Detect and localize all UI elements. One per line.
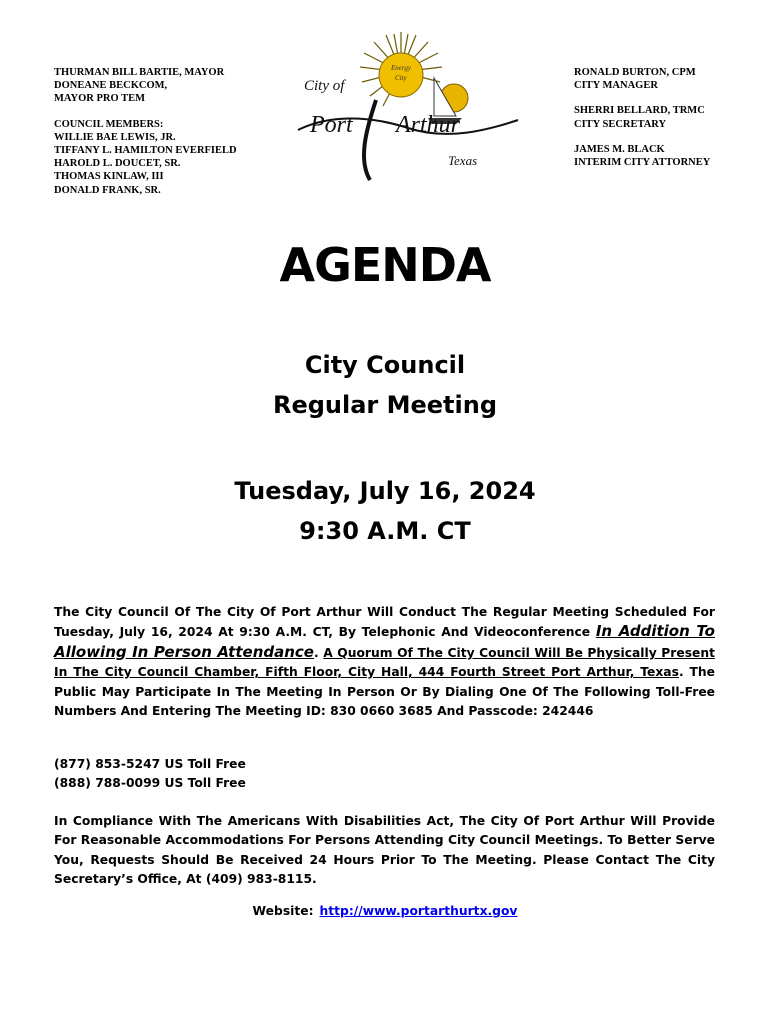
website-line bbox=[0, 904, 770, 918]
notice-text: The City Council Of The City Of Port Arthur Will Conduct The Regular Meeting Scheduled For Tuesday, July 16, 2024 At 9:30 A.M. CT, By Telephonic And Videoconference bbox=[54, 605, 715, 640]
port-text: Port bbox=[310, 112, 353, 138]
ada-paragraph: In Compliance With The Americans With Disabilities Act, The City Of Port Arthur Will Provide For Reasonable Accommodations For Persons Attending City Council Meetings. To Better Serve You, Requests Should Be Received 24 Hours Prior To The Meeting. Please Contact The City Secretary’s Office, At (409) 983-8115. bbox=[54, 814, 715, 887]
council-member: WILLIE BAE LEWIS, JR. bbox=[54, 131, 176, 143]
council-member: THOMAS KINLAW, III bbox=[54, 171, 164, 183]
administration-list bbox=[574, 66, 710, 169]
logo-a-stroke bbox=[364, 100, 376, 180]
texas-text: Texas bbox=[448, 153, 478, 168]
notice-text: . The Public May Participate In The Meeting In Person Or By Dialing One Of The Following Toll-Free Numbers And Entering The Meeting ID: 830 0660 3685 And Passcode: 242446 bbox=[54, 665, 715, 719]
agenda-title: AGENDA bbox=[279, 238, 491, 292]
council-heading: COUNCIL MEMBERS: bbox=[54, 118, 164, 130]
mayor-pro-tem-title: MAYOR PRO TEM bbox=[54, 93, 146, 105]
mayor-pro-tem-name: DONEANE BECKCOM, bbox=[54, 80, 168, 92]
mayor-line: THURMAN BILL BARTIE, MAYOR bbox=[54, 67, 225, 78]
phone-number: (888) 788-0099 US Toll Free bbox=[54, 776, 246, 791]
in-person-emphasis: In Addition To Allowing In Person Attendance bbox=[54, 622, 715, 661]
website-label: Website: bbox=[252, 904, 314, 918]
notice-text: . bbox=[313, 645, 324, 660]
council-member: TIFFANY L. HAMILTON EVERFIELD bbox=[54, 145, 237, 157]
phone-number: (877) 853-5247 US Toll Free bbox=[54, 757, 246, 771]
city-attorney-name: JAMES M. BLACK bbox=[574, 143, 665, 155]
city-attorney-title: INTERIM CITY ATTORNEY bbox=[574, 157, 711, 169]
council-member: DONALD FRANK, SR. bbox=[54, 184, 161, 196]
meeting-date: Tuesday, July 16, 2024 bbox=[234, 477, 536, 505]
sun-text-2: City bbox=[395, 74, 407, 82]
council-member: HAROLD L. DOUCET, SR. bbox=[54, 158, 181, 170]
officials-list bbox=[54, 66, 237, 197]
meeting-notice-paragraph bbox=[54, 603, 715, 721]
city-secretary-title: CITY SECRETARY bbox=[574, 118, 667, 130]
city-logo bbox=[258, 20, 540, 210]
quorum-location: A Quorum Of The City Council Will Be Physically Present In The City Council Chamber, Fifth Floor, City Hall, 444 Fourth Street Port Arthur, Texas bbox=[54, 645, 715, 680]
meeting-time: 9:30 A.M. CT bbox=[299, 517, 471, 545]
website-link[interactable]: http://www.portarthurtx.gov bbox=[319, 904, 518, 918]
city-manager-name: RONALD BURTON, CPM bbox=[574, 67, 696, 78]
city-of-text: City of bbox=[304, 78, 345, 94]
phone-numbers bbox=[54, 755, 715, 794]
meeting-type: Regular Meeting bbox=[272, 391, 498, 419]
city-manager-title: CITY MANAGER bbox=[574, 80, 658, 92]
sun-text-1: Energy bbox=[391, 64, 411, 72]
body-name: City Council bbox=[304, 351, 466, 379]
city-secretary-name: SHERRI BELLARD, TRMC bbox=[574, 105, 705, 117]
arthur-text: Arthur bbox=[396, 112, 461, 138]
